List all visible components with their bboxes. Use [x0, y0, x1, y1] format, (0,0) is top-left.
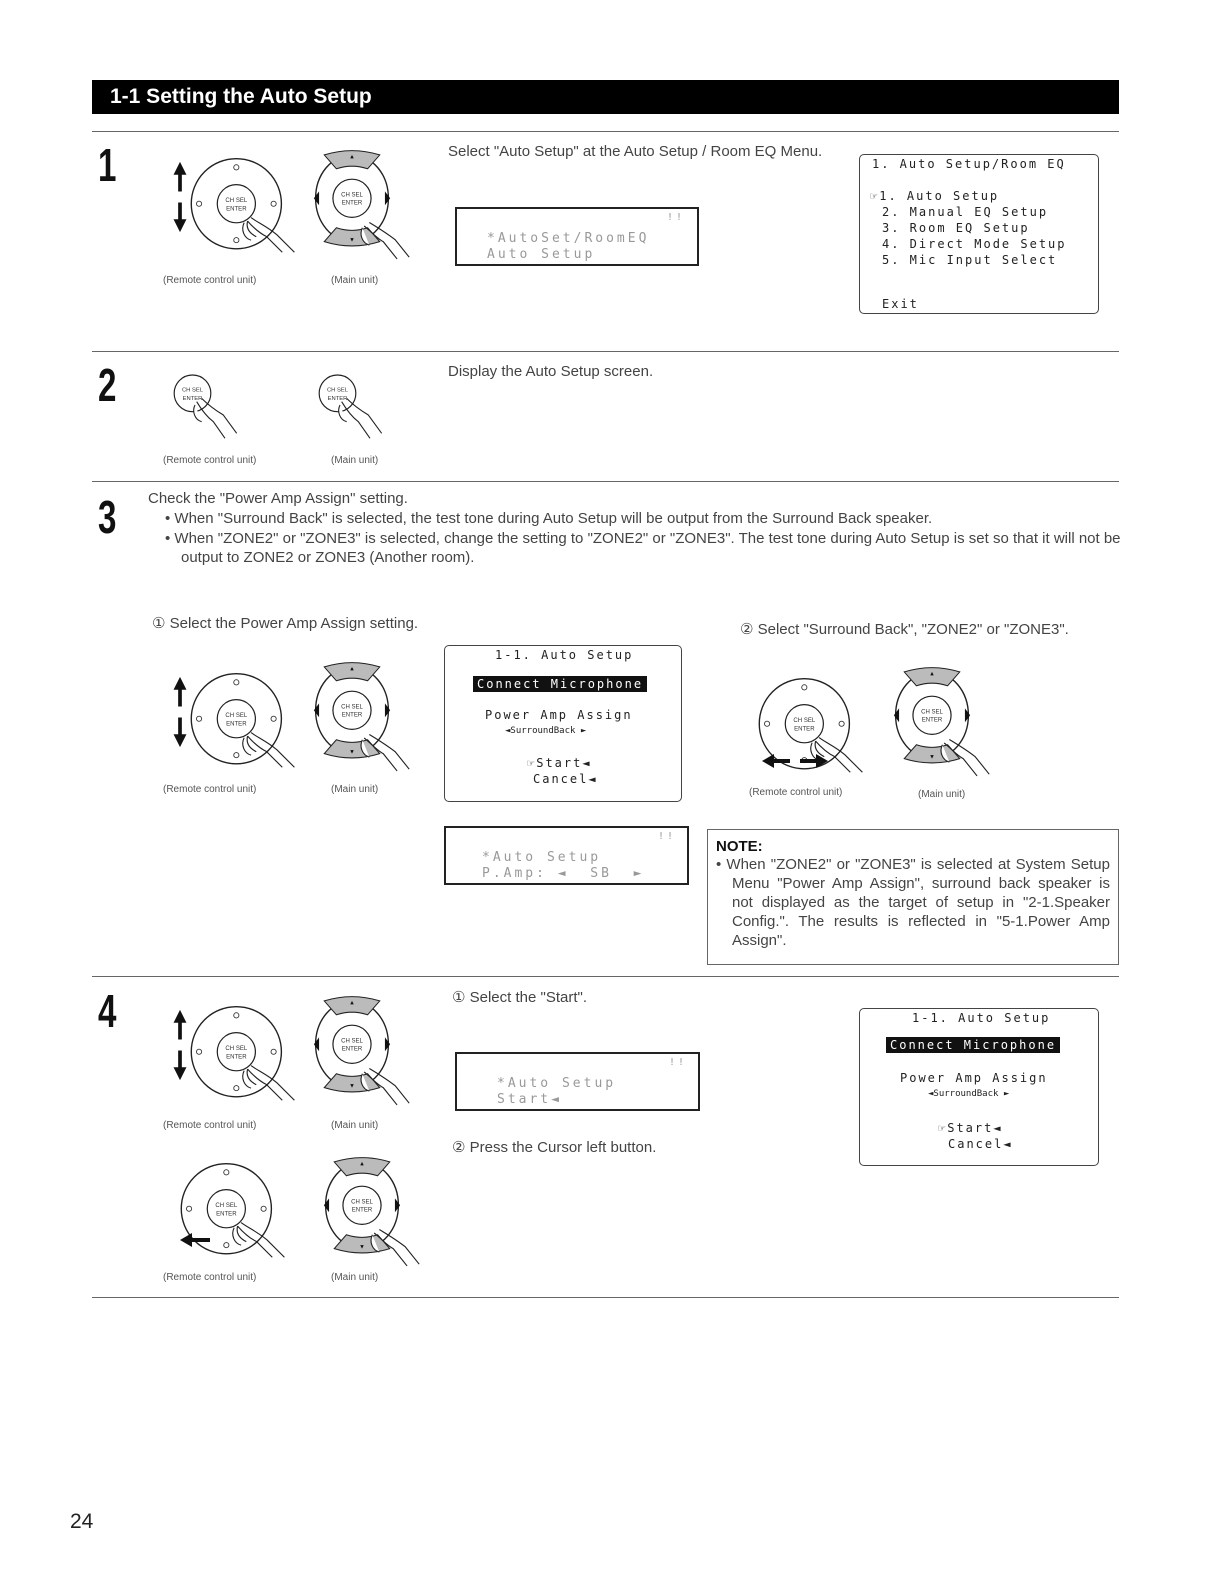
step2-instruction: Display the Auto Setup screen.	[448, 363, 654, 380]
osd-title: 1-1. Auto Setup	[495, 648, 634, 662]
osd-banner: Connect Microphone	[886, 1037, 1060, 1053]
divider	[92, 976, 1119, 977]
section-title: 1-1 Setting the Auto Setup	[92, 80, 1119, 114]
step-number-2: 2	[98, 359, 117, 411]
main-dial-icon	[300, 994, 430, 1124]
front-display	[455, 1052, 700, 1111]
osd-start: ☞Start◄	[527, 756, 592, 770]
left-right-arrow-icon	[760, 750, 830, 772]
remote-dial-icon	[180, 998, 310, 1128]
divider	[92, 131, 1119, 132]
caption-main: (Main unit)	[331, 275, 379, 286]
caption-main: (Main unit)	[331, 1272, 379, 1283]
page-number: 24	[70, 1510, 94, 1533]
caption-remote: (Remote control unit)	[163, 1120, 257, 1131]
remote-dial-icon	[748, 670, 878, 800]
osd-menu	[444, 645, 682, 802]
step1-instruction: Select "Auto Setup" at the Auto Setup / Room EQ Menu.	[448, 143, 823, 160]
display-mark: !!	[667, 212, 686, 223]
remote-dial-icon	[180, 150, 310, 280]
enter-button-icon	[300, 360, 400, 460]
front-display	[444, 826, 689, 885]
osd-item: 5. Mic Input Select	[882, 253, 1058, 267]
osd-label: Power Amp Assign	[900, 1071, 1048, 1085]
osd-start: ☞Start◄	[938, 1121, 1003, 1135]
step-number-3: 3	[98, 491, 117, 543]
divider	[92, 1297, 1119, 1298]
step-number-4: 4	[98, 985, 117, 1037]
osd-banner: Connect Microphone	[473, 676, 647, 692]
osd-menu	[859, 154, 1099, 314]
osd-value: ◄SurroundBack ►	[928, 1089, 1010, 1099]
step3-bullet: • When "Surround Back" is selected, the test tone during Auto Setup will be output from the Surround Back speaker.	[165, 510, 933, 527]
osd-menu	[859, 1008, 1099, 1166]
step3-bullet: • When "ZONE2" or "ZONE3" is selected, change the setting to "ZONE2" or "ZONE3". The test tone during Auto Setup is set so that it will not be output to ZONE2 or ZONE3 (Another room).	[165, 530, 1121, 566]
left-arrow-icon	[178, 1230, 214, 1250]
caption-remote: (Remote control unit)	[163, 1272, 257, 1283]
display-mark: !!	[669, 1057, 688, 1068]
step3-substep-1: ① Select the Power Amp Assign setting.	[152, 615, 419, 632]
main-dial-icon	[310, 1155, 440, 1285]
display-mark: !!	[658, 831, 677, 842]
main-dial-icon	[880, 665, 1010, 795]
display-line-2: P.Amp: ◄ SB ►	[482, 866, 645, 881]
caption-main: (Main unit)	[331, 1120, 379, 1131]
note-title: NOTE:	[716, 838, 763, 855]
caption-main: (Main unit)	[918, 789, 966, 800]
remote-dial-icon	[170, 1155, 300, 1285]
enter-button-icon	[155, 360, 255, 460]
main-dial-icon	[300, 148, 430, 278]
caption-main: (Main unit)	[331, 455, 379, 466]
note-text: • When "ZONE2" or "ZONE3" is selected at System Setup Menu "Power Amp Assign", surround back speaker is not displayed as the target of setup in "2-1.Speaker Config.". The results is reflected in "5-1.Power Amp Assign".	[716, 856, 1110, 949]
osd-label: Power Amp Assign	[485, 708, 633, 722]
caption-remote: (Remote control unit)	[163, 455, 257, 466]
osd-title: 1. Auto Setup/Room EQ	[872, 157, 1066, 171]
display-line-1: *Auto Setup	[482, 850, 602, 865]
divider	[92, 481, 1119, 482]
display-line-2: Auto Setup	[487, 247, 596, 262]
osd-item: 3. Room EQ Setup	[882, 221, 1030, 235]
step3-substep-2: ② Select "Surround Back", "ZONE2" or "ZONE3".	[740, 621, 1069, 638]
remote-dial-icon	[180, 665, 310, 795]
note-box	[707, 829, 1119, 965]
step4-substep-1: ① Select the "Start".	[452, 989, 587, 1006]
step4-substep-2: ② Press the Cursor left button.	[452, 1139, 657, 1156]
display-line-1: *Auto Setup	[497, 1076, 617, 1091]
osd-exit: Exit	[882, 297, 919, 311]
osd-title: 1-1. Auto Setup	[912, 1011, 1051, 1025]
caption-remote: (Remote control unit)	[749, 787, 843, 798]
main-dial-icon	[300, 660, 430, 790]
step-number-1: 1	[98, 139, 117, 191]
osd-cancel: Cancel◄	[948, 1137, 1013, 1151]
display-line-2: Start◄	[497, 1092, 562, 1107]
caption-remote: (Remote control unit)	[163, 784, 257, 795]
osd-value: ◄SurroundBack ►	[505, 726, 587, 736]
divider	[92, 351, 1119, 352]
caption-main: (Main unit)	[331, 784, 379, 795]
osd-item: 2. Manual EQ Setup	[882, 205, 1049, 219]
osd-cancel: Cancel◄	[533, 772, 598, 786]
caption-remote: (Remote control unit)	[163, 275, 257, 286]
display-line-1: *AutoSet/RoomEQ	[487, 231, 650, 246]
osd-item: 4. Direct Mode Setup	[882, 237, 1067, 251]
osd-item: ☞1. Auto Setup	[870, 189, 1000, 203]
front-display	[455, 207, 699, 266]
step3-heading: Check the "Power Amp Assign" setting.	[148, 490, 408, 507]
